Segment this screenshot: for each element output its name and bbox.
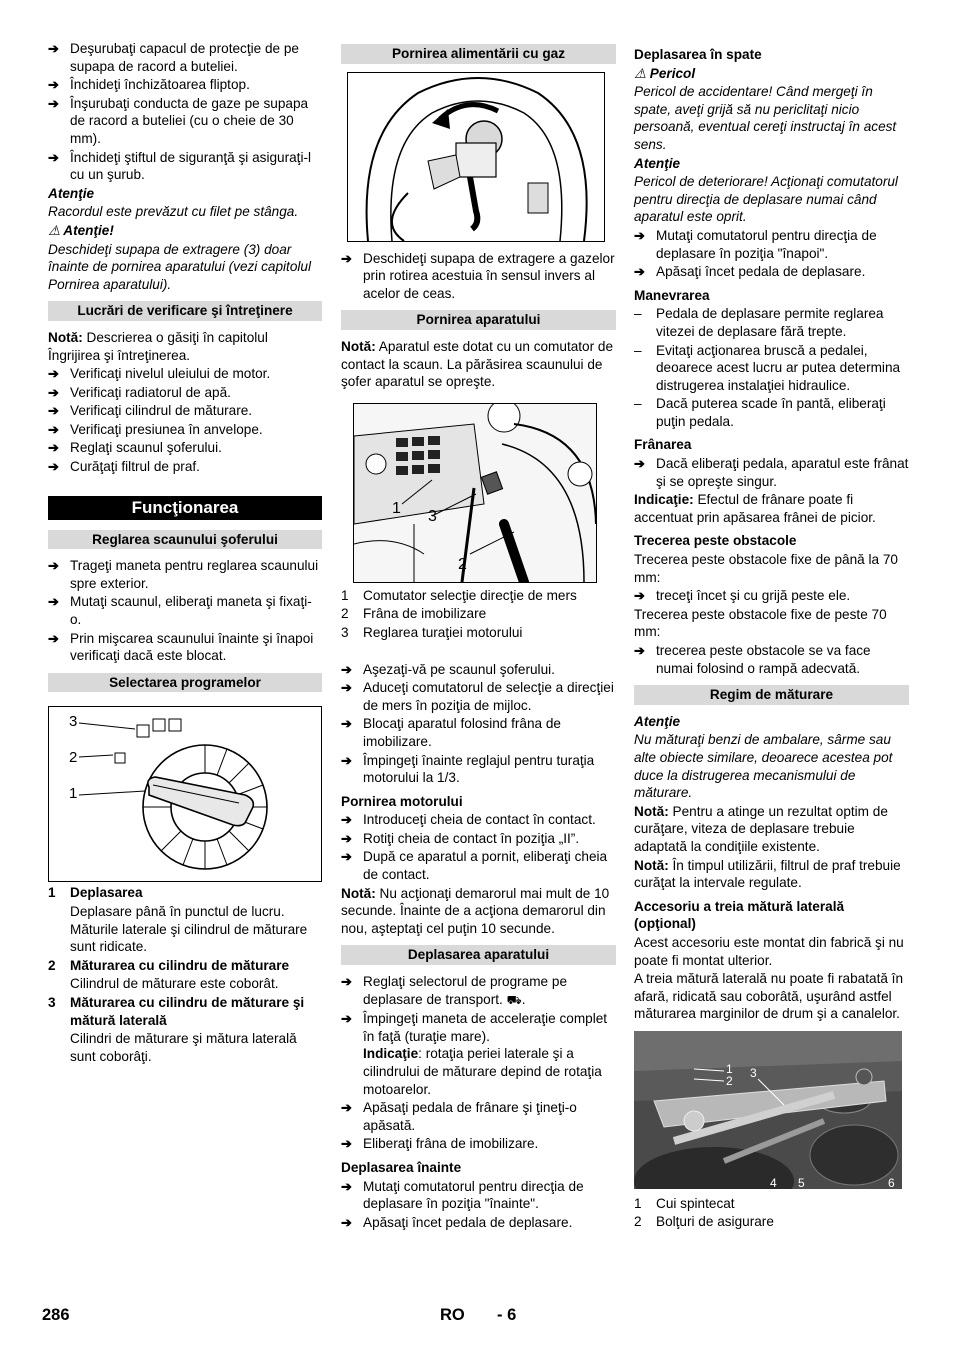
bullet: ➔ Rotiţi cheia de contact în poziţia „II”.	[341, 830, 580, 846]
danger-heading: ⚠ Pericol	[634, 65, 696, 81]
arrow-icon: ➔	[341, 1136, 352, 1152]
arrow-icon: ➔	[341, 1214, 352, 1230]
caution-heading: Atenţie	[634, 713, 681, 729]
dash-item: – Dacă puterea scade în pantă, eliberaţi puţin pedala.	[634, 396, 886, 429]
warning-heading: ⚠ Atenţie!	[48, 222, 114, 238]
arrow-icon: ➔	[341, 680, 352, 696]
arrow-icon: ➔	[341, 830, 352, 846]
language-code: RO	[440, 1306, 465, 1324]
bullet: ➔ Apăsaţi încet pedala de deplasare.	[341, 1214, 573, 1230]
arrow-icon: ➔	[48, 95, 59, 111]
caution-heading: Atenţie	[48, 185, 95, 201]
warning-triangle-icon: ⚠	[634, 65, 647, 81]
indicatie-paragraph: Indicaţie: Efectul de frânare poate fi accentuat prin apăsarea frânei de picior.	[634, 492, 876, 525]
arrow-icon: ➔	[341, 974, 352, 990]
bullet: ➔ Mutaţi scaunul, eliberaţi maneta şi fixaţi-o.	[48, 594, 312, 628]
caution-text: Pericol de deteriorare! Acţionaţi comutatorul pentru direcţia de deplasare numai când aparatul este oprit.	[634, 174, 898, 225]
section-header-lucrari: Lucrări de verificare şi întreţinere	[48, 301, 322, 321]
arrow-icon: ➔	[48, 77, 59, 93]
paragraph: Acest accesoriu este montat din fabrică şi nu poate fi montat ulterior.	[634, 934, 904, 968]
legend-item-text: Cilindri de măturare şi mătura laterală sunt coborâţi.	[70, 1031, 297, 1064]
warning-triangle-icon: ⚠	[48, 222, 61, 238]
arrow-icon: ➔	[48, 558, 59, 574]
legend-item: 1 Cui spintecat	[634, 1195, 735, 1211]
legend-item: 2 Măturarea cu cilindru de măturare	[48, 957, 290, 973]
bullet: ➔ Apăsaţi încet pedala de deplasare.	[634, 264, 866, 280]
nota-paragraph: Notă: Pentru a atinge un rezultat optim de curăţare, viteza de deplasare trebuie adaptată la condiţiile existente.	[634, 803, 888, 854]
bullet: ➔ Închideţi închizătoarea fliptop.	[48, 77, 250, 93]
arrow-icon: ➔	[341, 1011, 352, 1027]
subheading-franarea: Frânarea	[634, 437, 692, 453]
side-brush-photo-drawing	[634, 1031, 902, 1189]
arrow-icon: ➔	[48, 41, 59, 56]
photo-label-3: 3	[750, 1065, 757, 1080]
arrow-icon: ➔	[634, 643, 645, 658]
paragraph: Trecerea peste obstacole fixe de peste 70 mm:	[634, 606, 887, 640]
bullet: ➔ Aduceţi comutatorul de selecţie a direcţiei de mers în poziţia de mijloc.	[341, 680, 614, 713]
bullet: ➔ Introduceţi cheia de contact în contact.	[341, 812, 596, 828]
gas-valve-drawing	[348, 73, 604, 241]
dash-item: – Evitaţi acţionarea bruscă a pedalei, deoarece acest lucru ar putea determina distrugerea instalaţiei hidraulice.	[634, 342, 901, 393]
paragraph: Trecerea peste obstacole fixe de până la 70 mm:	[634, 552, 898, 585]
bullet: ➔ Reglaţi selectorul de programe pe deplasare de transport. ⛟.	[341, 973, 616, 1009]
nota-paragraph: Notă: În timpul utilizării, filtrul de praf trebuie curăţat la intervale regulate.	[634, 857, 901, 891]
bullet: ➔ Reglaţi scaunul şoferului.	[48, 440, 222, 456]
legend-item: 3 Reglarea turaţiei motorului	[341, 624, 523, 640]
fig-label-1: 1	[392, 499, 401, 517]
nota-paragraph: Notă: Nu acţionaţi demarorul mai mult de 10 secunde. Înainte de a acţiona demarorul din nou, aşteptaţi cel puţin 10 secunde.	[341, 885, 610, 936]
caution-heading: Atenţie	[634, 155, 681, 171]
page-number: 286	[42, 1306, 70, 1324]
legend-item: 1 Comutator selecţie direcţie de mers	[341, 587, 577, 603]
arrow-icon: ➔	[634, 227, 645, 243]
nota-paragraph: Notă: Descrierea o găsiţi în capitolul Îngrijirea şi întreţinerea.	[48, 329, 268, 363]
arrow-icon: ➔	[48, 630, 59, 646]
gas-valve-figure	[347, 72, 605, 242]
bullet: ➔ trecerea peste obstacole se va face numai folosind o rampă adecvată.	[634, 643, 871, 676]
control-panel-drawing	[354, 404, 596, 582]
arrow-icon: ➔	[48, 594, 59, 610]
bullet: ➔ Verificaţi nivelul uleiului de motor.	[48, 366, 271, 382]
program-dial-drawing	[49, 707, 321, 881]
legend-item-text: Cilindrul de măturare este coborât.	[70, 976, 279, 992]
legend-item: 1 Deplasarea	[48, 885, 143, 901]
arrow-icon: ➔	[48, 459, 59, 475]
fig-label-3: 3	[428, 507, 437, 525]
caution-text: Racordul este prevăzut cu filet pe stânga.	[48, 204, 299, 220]
bullet: ➔ Verificaţi presiunea în anvelope.	[48, 421, 263, 437]
subheading-accesoriu: Accesoriu a treia mătură laterală (opţional)	[634, 898, 845, 932]
arrow-icon: ➔	[48, 440, 59, 456]
photo-label-2: 2	[726, 1073, 733, 1088]
column-1	[48, 40, 322, 1066]
section-header-pornirea: Pornirea aparatului	[341, 310, 616, 330]
section-header-gaz: Pornirea alimentării cu gaz	[341, 44, 616, 64]
legend-item-text: Deplasare până în punctul de lucru. Măturile laterale şi cilindrul de măturare sunt ridicate.	[70, 904, 308, 955]
column-2	[341, 44, 616, 1232]
bullet: ➔ Verificaţi radiatorul de apă.	[48, 384, 231, 400]
arrow-icon: ➔	[341, 1100, 352, 1116]
arrow-icon: ➔	[341, 812, 352, 828]
bullet: ➔ După ce aparatul a pornit, eliberaţi cheia de contact.	[341, 849, 608, 883]
legend-item: 2 Bolţuri de asigurare	[634, 1214, 774, 1230]
program-dial-figure	[48, 706, 322, 882]
arrow-icon: ➔	[634, 456, 645, 472]
photo-label-1: 1	[726, 1061, 733, 1076]
arrow-icon: ➔	[634, 588, 645, 604]
section-page: - 6	[497, 1306, 517, 1324]
caution-text: Nu măturaţi benzi de ambalare, sârme sau alte obiecte similare, deoarece acestea pot duce la distrugerea mecanismului de măturare.	[634, 732, 893, 801]
photo-label-5: 5	[798, 1175, 805, 1189]
bullet: ➔ Curăţaţi filtrul de praf.	[48, 459, 200, 475]
legend-item: 2 Frâna de imobilizare	[341, 606, 487, 622]
arrow-icon: ➔	[341, 661, 352, 677]
column-3	[634, 46, 909, 1232]
arrow-icon: ➔	[48, 403, 59, 419]
transport-mode-icon: ⛟	[506, 992, 522, 1007]
arrow-icon: ➔	[48, 384, 59, 400]
bullet: ➔ Eliberaţi frâna de imobilizare.	[341, 1136, 539, 1152]
bullet: ➔ Blocaţi aparatul folosind frâna de imobilizare.	[341, 716, 561, 749]
dial-label-3: 3	[69, 713, 78, 731]
section-header-maturare: Regim de măturare	[634, 685, 909, 705]
arrow-icon: ➔	[48, 149, 59, 165]
bullet: ➔ treceţi încet şi cu grijă peste ele.	[634, 588, 851, 604]
bullet: ➔ Dacă eliberaţi pedala, aparatul este frânat şi se opreşte singur.	[634, 456, 909, 489]
bullet: ➔ Înşurubaţi conducta de gaze pe supapa de racord a buteliei (cu o cheie de 30 mm).	[48, 95, 309, 146]
main-section-header: Funcţionarea	[48, 496, 322, 520]
dial-label-2: 2	[69, 749, 78, 767]
bullet: ➔ Deschideţi supapa de extragere a gazelor prin rotirea acestuia în sensul invers al acelor de ceas.	[341, 250, 615, 301]
bullet: ➔ Mutaţi comutatorul pentru direcţia de deplasare în poziţia "înainte".	[341, 1178, 584, 1212]
danger-text: Pericol de accidentare! Când mergeţi în spate, aveţi grijă să nu periclitaţi nicio persoană, eventual cereţi instructaj în acest sens.	[634, 84, 897, 152]
photo-label-6: 6	[888, 1175, 895, 1189]
photo-label-4: 4	[770, 1175, 777, 1189]
section-header-selectarea: Selectarea programelor	[48, 673, 322, 693]
arrow-icon: ➔	[634, 264, 645, 280]
bullet: ➔ Apăsaţi pedala de frânare şi ţineţi-o apăsată.	[341, 1100, 577, 1133]
warning-text: Deschideţi supapa de extragere (3) doar înainte de pornirea aparatului (vezi capitolul Pornirea aparatului).	[48, 241, 311, 292]
arrow-icon: ➔	[341, 752, 352, 768]
arrow-icon: ➔	[48, 366, 59, 382]
bullet: ➔ Mutaţi comutatorul pentru direcţia de deplasare în poziţia "înapoi".	[634, 227, 877, 261]
dash-item: – Pedala de deplasare permite reglarea vitezei de deplasare fără trepte.	[634, 306, 884, 339]
fig-label-2: 2	[458, 555, 467, 573]
subheading-manevrarea: Manevrarea	[634, 287, 710, 303]
control-panel-figure	[353, 403, 597, 583]
bullet: ➔ Împingeţi înainte reglajul pentru turaţia motorului la 1/3.	[341, 752, 595, 786]
arrow-icon: ➔	[341, 716, 352, 732]
legend-item: 3 Măturarea cu cilindru de măturare şi mătură laterală	[48, 994, 305, 1028]
nota-paragraph: Notă: Aparatul este dotat cu un comutator de contact la scaun. La părăsirea scaunului de şofer aparatul se opreşte.	[341, 338, 614, 390]
bullet: ➔ Trageţi maneta pentru reglarea scaunului spre exterior.	[48, 558, 319, 591]
subheading-pornirea-motorului: Pornirea motorului	[341, 793, 463, 809]
bullet: ➔ Aşezaţi-vă pe scaunul şoferului.	[341, 661, 555, 677]
bullet: ➔ Deşurubaţi capacul de protecţie de pe supapa de racord a buteliei.	[48, 41, 299, 74]
subheading-obstacole: Trecerea peste obstacole	[634, 533, 797, 549]
subheading-deplasarea-inainte: Deplasarea înainte	[341, 1159, 462, 1175]
bullet: ➔ Împingeţi maneta de acceleraţie complet în faţă (turaţie mare). Indicaţie: rotaţia periei laterale şi a cilindrului de măturare depind de rotaţia motoarelor.	[341, 1011, 608, 1097]
arrow-icon: ➔	[341, 1178, 352, 1194]
dial-label-1: 1	[69, 785, 78, 803]
subheading-deplasarea-spate: Deplasarea în spate	[634, 47, 762, 62]
arrow-icon: ➔	[341, 250, 352, 266]
paragraph: A treia mătură laterală nu poate fi rabatată în afară, ridicată sau coborâtă, uşurând astfel măturarea marginilor de drum şi a canalelor.	[634, 971, 904, 1022]
bullet: ➔ Prin mişcarea scaunului înainte şi înapoi verificaţi dacă este blocat.	[48, 630, 314, 664]
bullet: ➔ Închideţi ştiftul de siguranţă şi asiguraţi-l cu un şurub.	[48, 149, 312, 183]
bullet: ➔ Verificaţi cilindrul de măturare.	[48, 403, 253, 419]
section-header-deplasarea: Deplasarea aparatului	[341, 945, 616, 965]
side-brush-photo	[634, 1031, 902, 1189]
arrow-icon: ➔	[48, 421, 59, 437]
section-header-reglarea: Reglarea scaunului şoferului	[48, 530, 322, 550]
arrow-icon: ➔	[341, 849, 352, 865]
